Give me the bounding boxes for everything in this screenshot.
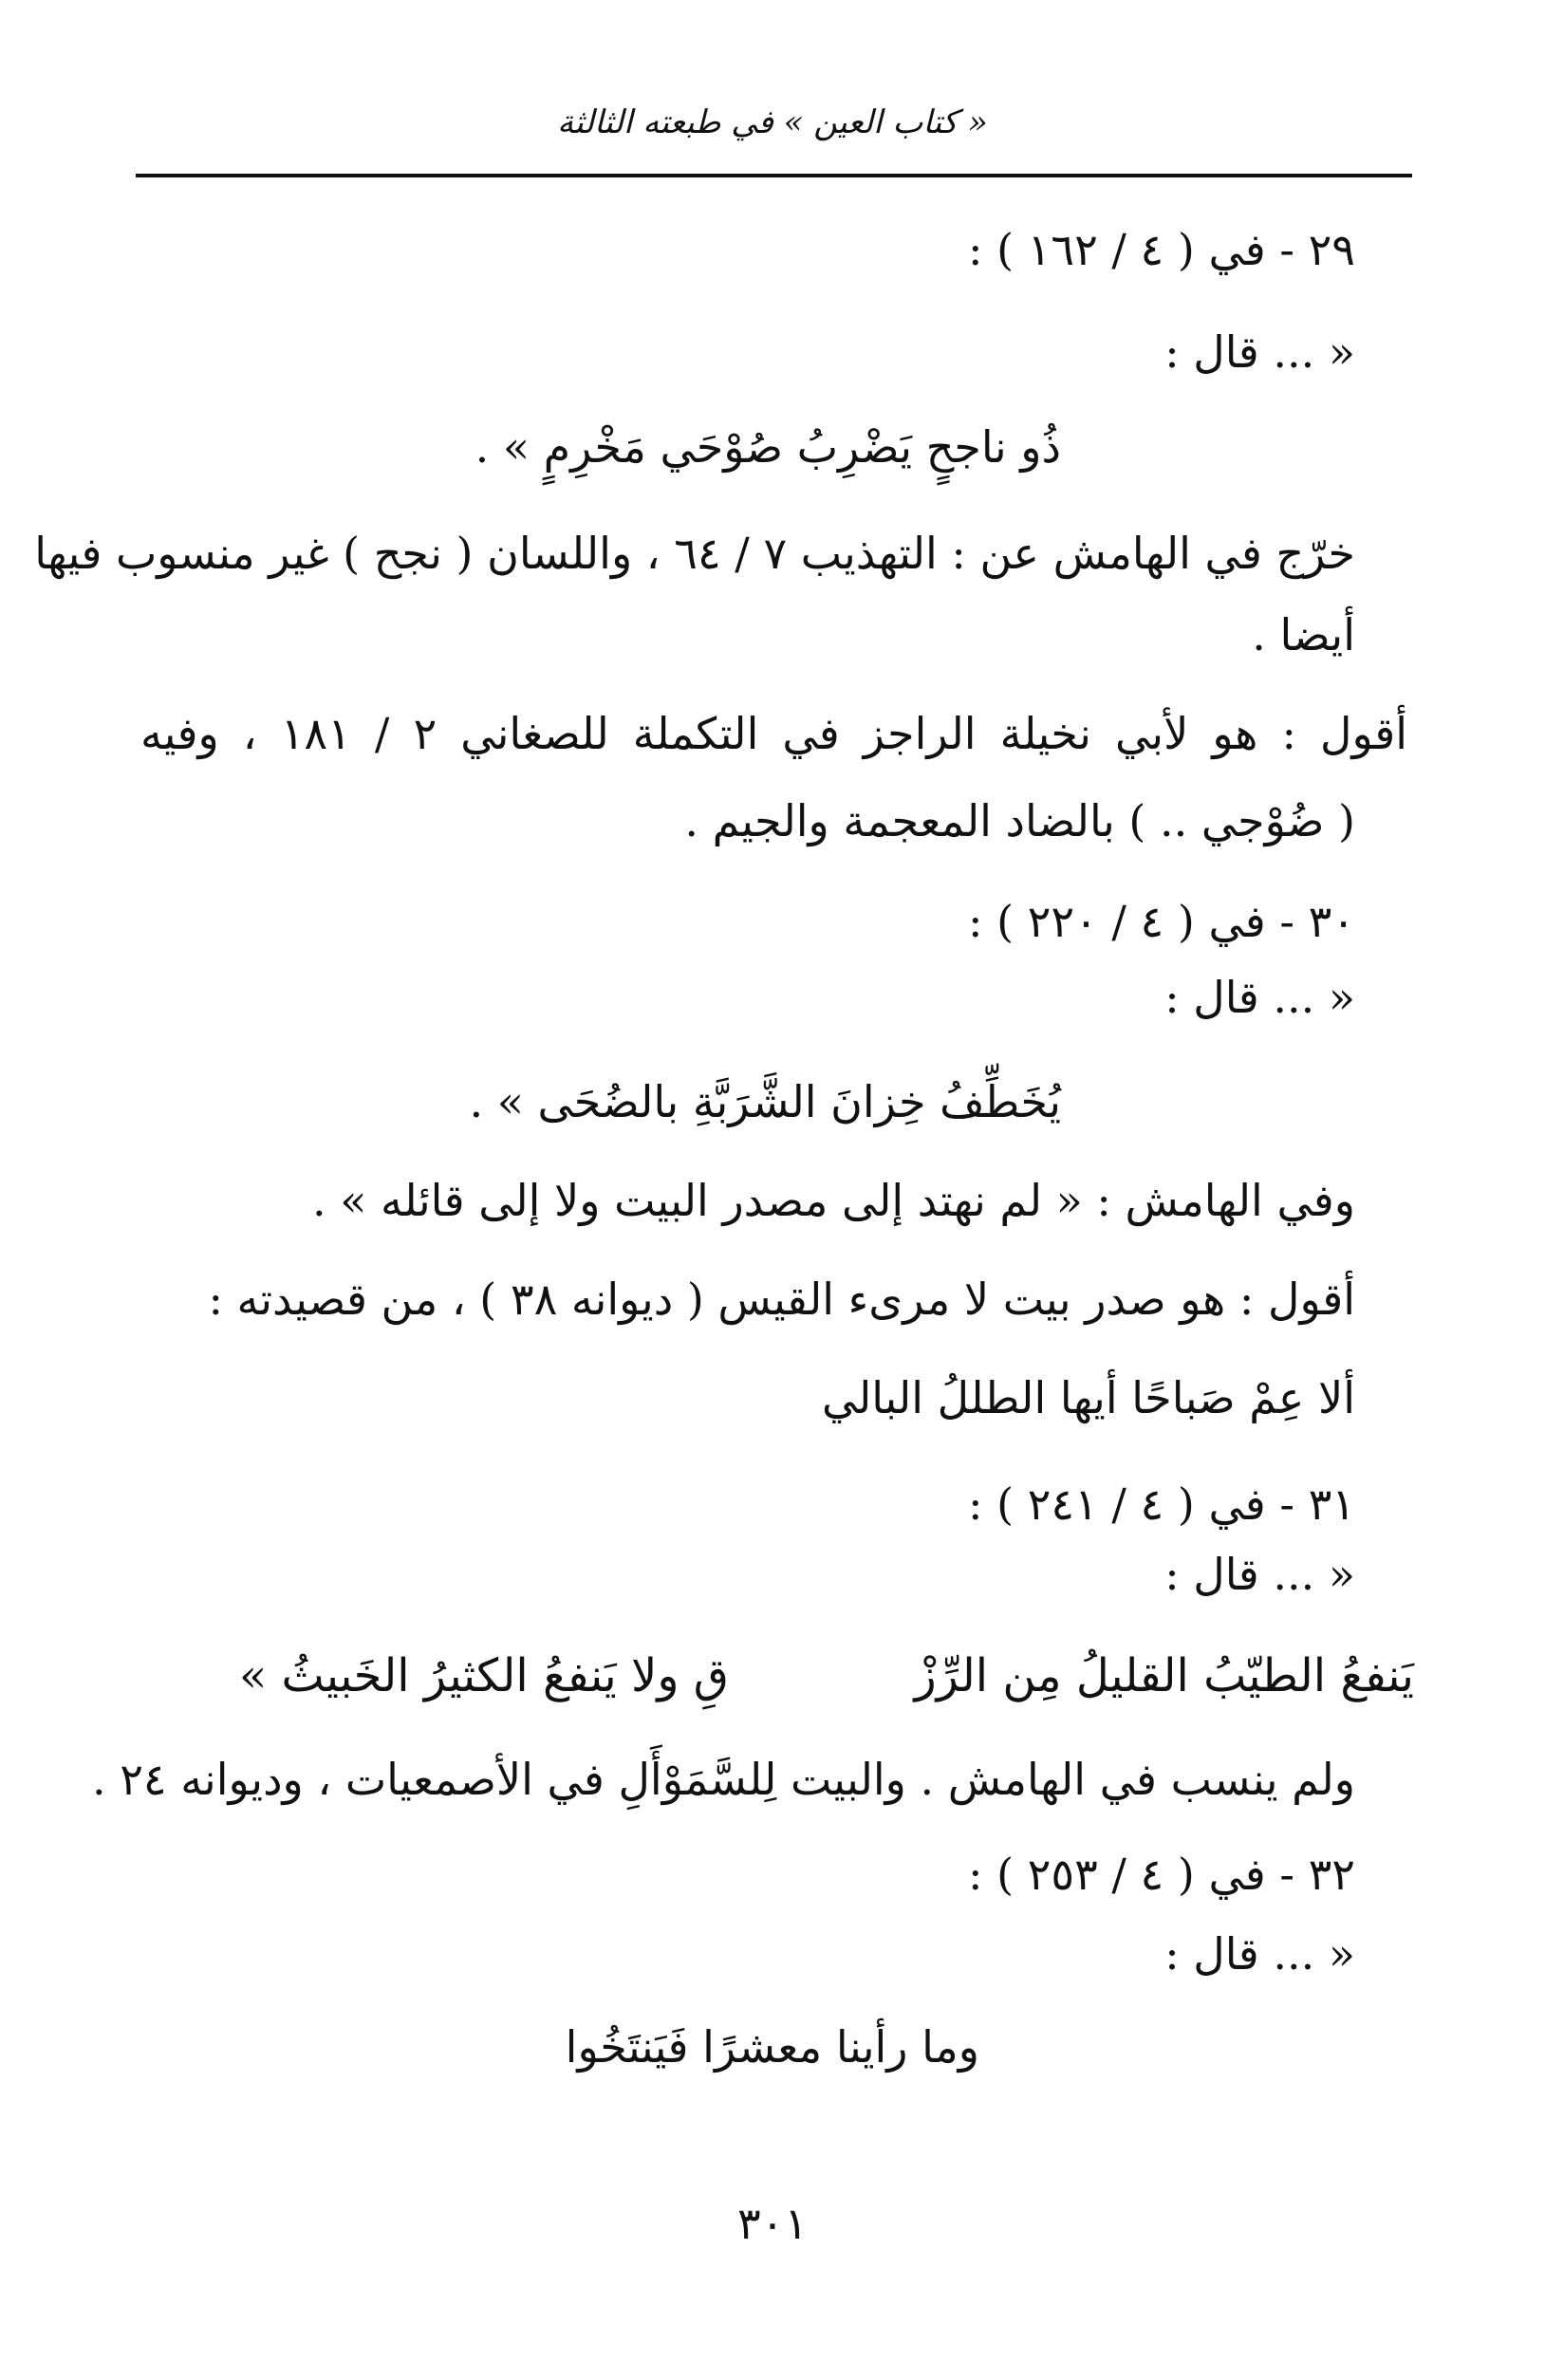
entry-30-note-line-2: أقول : هو صدر بيت لا مرىء القيس ( ديوانه ٣٨ ) ، من قصيدته : xyxy=(208,1274,1355,1325)
entry-29-ref: ٢٩ - في ( ٤ / ١٦٢ ) : xyxy=(967,224,1355,275)
entry-31-note-line-1: ولم ينسب في الهامش . والبيت لِلسَّمَوْأَلِ في الأصمعيات ، وديوانه ٢٤ . xyxy=(91,1754,1355,1805)
entry-32-intro: « ... قال : xyxy=(1164,1928,1355,1980)
entry-29-note-line-3: أقول : هو لأبي نخيلة الراجز في التكملة للصغاني ٢ / ١٨١ ، وفيه xyxy=(140,708,1407,759)
running-header-title: « كتاب العين » في طبعته الثالثة xyxy=(557,103,988,141)
entry-30-verse: يُخَطِّفُ خِزانَ الشَّرَبَّةِ بالضُحَى » . xyxy=(469,1076,1061,1127)
entry-29-note-line-2: أيضا . xyxy=(1252,609,1355,660)
entry-29-intro: « ... قال : xyxy=(1164,326,1355,378)
entry-29-note-line-4: ( ضُوْجي .. ) بالضاد المعجمة والجيم . xyxy=(684,795,1355,846)
page-number: ٣٠١ xyxy=(736,2198,809,2249)
header-rule xyxy=(136,174,1412,177)
entry-30-ref: ٣٠ - في ( ٤ / ٢٢٠ ) : xyxy=(967,896,1355,947)
entry-30-note-line-1: وفي الهامش : « لم نهتد إلى مصدر البيت ولا إلى قائله » . xyxy=(311,1175,1355,1226)
entry-29-verse: ذُو ناجحٍ يَضْرِبُ صُوْحَي مَخْرِمٍ » . xyxy=(475,421,1061,473)
entry-31-intro: « ... قال : xyxy=(1164,1549,1355,1600)
entry-32-ref: ٣٢ - في ( ٤ / ٢٥٣ ) : xyxy=(967,1849,1355,1900)
entry-29-note-line-1: خرّج في الهامش عن : التهذيب ٧ / ٦٤ ، واللسان ( نجح ) غير منسوب فيها xyxy=(34,528,1355,579)
entry-32-verse: وما رأينا معشرًا فَيَنتَخُوا xyxy=(565,2021,979,2073)
entry-30-note-line-3: ألا عِمْ صَباحًا أيها الطللُ البالي xyxy=(821,1372,1355,1423)
entry-31-verse-first-hemistich: يَنفعُ الطيّبُ القليلُ مِن الرِّزْ xyxy=(914,1649,1414,1702)
entry-31-verse-second-hemistich: قِ ولا يَنفعُ الكثيرُ الخَبيثُ » xyxy=(238,1649,729,1702)
entry-30-intro: « ... قال : xyxy=(1164,972,1355,1023)
entry-31-ref: ٣١ - في ( ٤ / ٢٤١ ) : xyxy=(967,1478,1355,1530)
